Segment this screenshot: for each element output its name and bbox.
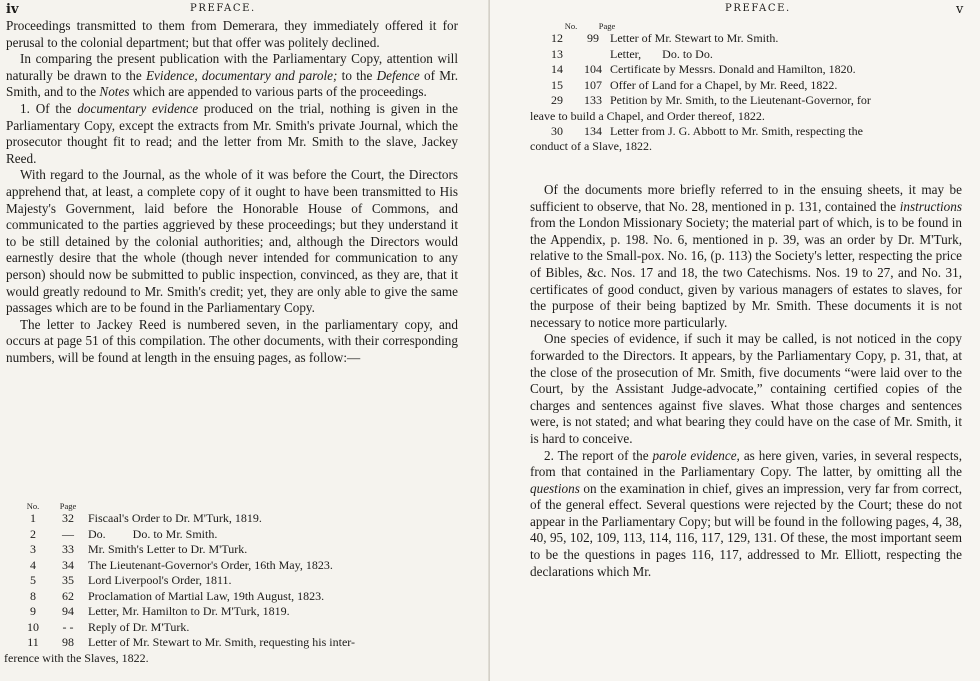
left-body-text xyxy=(6,18,458,366)
paragraph: Proceedings transmitted to them from Demerara, they immediately offered it for perusal to the colonial department; but that offer was politely declined. xyxy=(6,18,458,50)
list-item: 8 62 Proclamation of Martial Law, 19th August, 1823. xyxy=(30,588,325,603)
documents-list xyxy=(530,21,970,154)
list-item: 5 35 Lord Liverpool's Order, 1811. xyxy=(30,573,232,587)
list-item: 29 133 Petition by Mr. Smith, to the Lieutenant-Governor, for xyxy=(551,93,871,107)
list-item: 15 107 Offer of Land for a Chapel, by Mr. Reed, 1822. xyxy=(551,77,838,92)
list-item: 11 98 Letter of Mr. Stewart to Mr. Smith, requesting his inter- xyxy=(27,635,356,649)
paragraph: 2. The report of the parole evidence, as here given, varies, in several respects, from that contained in the Parliamentary Copy. The latter, by omitting all the questions on the examination in chief, gives an impression, very far from correct, of the general effect. Several questions were rejected by the Court; these do not appear in the Parliamentary Copy; but will be found in the following pages, 4, 38, 40, 95, 102, 109, 113, 114, 116, 117, 129, 131. Of these, the most important seem to be the questions in pages 116, 117, addressed to Mr. Elliott, respecting the declarations which Mr. xyxy=(530,447,962,579)
list-item: 4 34 The Lieutenant-Governor's Order, 16th May, 1823. xyxy=(30,557,333,572)
page-number: v xyxy=(956,2,964,17)
column-header-page: Page xyxy=(598,21,616,31)
list-item: 2 — Do. Do. to Mr. Smith. xyxy=(30,526,218,541)
list-item: 13 Letter, Do. to Do. xyxy=(551,46,713,61)
paragraph: 1. Of the documentary evidence produced on the trial, nothing is given in the Parliamentary Copy, except the extracts from Mr. Smith's private Journal, which the prosecutor thought fit to read; and the letter from Mr. Smith to the slave, Jackey Reed. xyxy=(6,100,458,166)
paragraph: Of the documents more briefly referred to in the ensuing sheets, it may be sufficient to observe, that No. 28, mentioned in p. 131, contained the instructions from the London Missionary Society; the material part of which, is to be found in the Appendix, p. 198. No. 6, mentioned in p. 39, was an order by Dr. M'Turk, relative to the Small-pox. No. 16, (p. 113) the Society's letter, respecting the price of Bibles, &c. Nos. 17 and 18, the two Catechisms. Nos. 19 to 27, and No. 31, certificates of good conduct, given by various managers of estates to slaves, for the purpose of their being baptized by Mr. Smith. These documents it is not necessary to notice more particularly. xyxy=(530,182,962,330)
list-header xyxy=(18,502,468,511)
list-item: 30 134 Letter from J. G. Abbott to Mr. Smith, respecting the xyxy=(551,123,863,138)
list-item: 1 32 Fiscaal's Order to Dr. M'Turk, 1819. xyxy=(30,511,262,525)
list-item-continuation: conduct of a Slave, 1822. xyxy=(530,139,652,153)
list-item: 3 33 Mr. Smith's Letter to Dr. M'Turk. xyxy=(30,542,248,556)
list-item-continuation: ference with the Slaves, 1822. xyxy=(4,650,149,665)
documents-list xyxy=(4,501,468,666)
column-header-page: Page xyxy=(59,501,77,511)
page-number: iv xyxy=(6,2,19,17)
list-item: 12 99 Letter of Mr. Stewart to Mr. Smith. xyxy=(551,31,779,45)
list-item: 10 - - Reply of Dr. M'Turk. xyxy=(27,619,190,634)
list-item-continuation: leave to build a Chapel, and Order thereof, 1822. xyxy=(530,108,765,123)
list-header xyxy=(552,22,970,31)
paragraph: The letter to Jackey Reed is numbered seven, in the parliamentary copy, and occurs at page 51 of this compilation. The other documents, with their corresponding numbers, will be found at length in the ensuing pages, as follow:— xyxy=(6,316,458,365)
column-header-no: No. xyxy=(26,501,40,511)
list-item: 14 104 Certificate by Messrs. Donald and Hamilton, 1820. xyxy=(551,62,856,76)
running-head: PREFACE. xyxy=(190,3,256,14)
paragraph: In comparing the present publication with the Parliamentary Copy, attention will naturally be drawn to the Evidence, documentary and parole; to the Defence of Mr. Smith, and to the Notes which are appended to various parts of the proceedings. xyxy=(6,51,458,100)
right-body-text xyxy=(530,182,962,580)
column-header-no: No. xyxy=(564,21,578,31)
running-head: PREFACE. xyxy=(725,3,791,14)
paragraph: One species of evidence, if such it may be called, is not noticed in the copy forwarded to the Directors. It appears, by the Parliamentary Copy, p. 31, that, at the close of the prosecution of Mr. Smith, five documents “were laid over to the Court, by the Assistant Judge-advocate,” containing certified copies of the charges and sentences against five slaves. What those charges and sentences were, is not stated; and what bearing they could have on the case of Mr. Smith, it is hard to conceive. xyxy=(530,331,962,446)
paragraph: With regard to the Journal, as the whole of it was before the Court, the Directors apprehend that, at least, a complete copy of it ought to have been transmitted to His Majesty's Government, laid before the Honorable House of Commons, and communicated to the parties aggrieved by these proceedings; but they understand it to be still detained by the colonial authorities; and, although the Directors would earnestly desire that the whole (though never intended for communication to any person) should now be submitted to public inspection, convinced, as they are, that it would greatly redound to Mr. Smith's credit; yet, they are only able to give the same passages which are to be found in the Parliamentary Copy. xyxy=(6,167,458,316)
list-item: 9 94 Letter, Mr. Hamilton to Dr. M'Turk, 1819. xyxy=(30,604,290,618)
right-page xyxy=(490,0,980,681)
